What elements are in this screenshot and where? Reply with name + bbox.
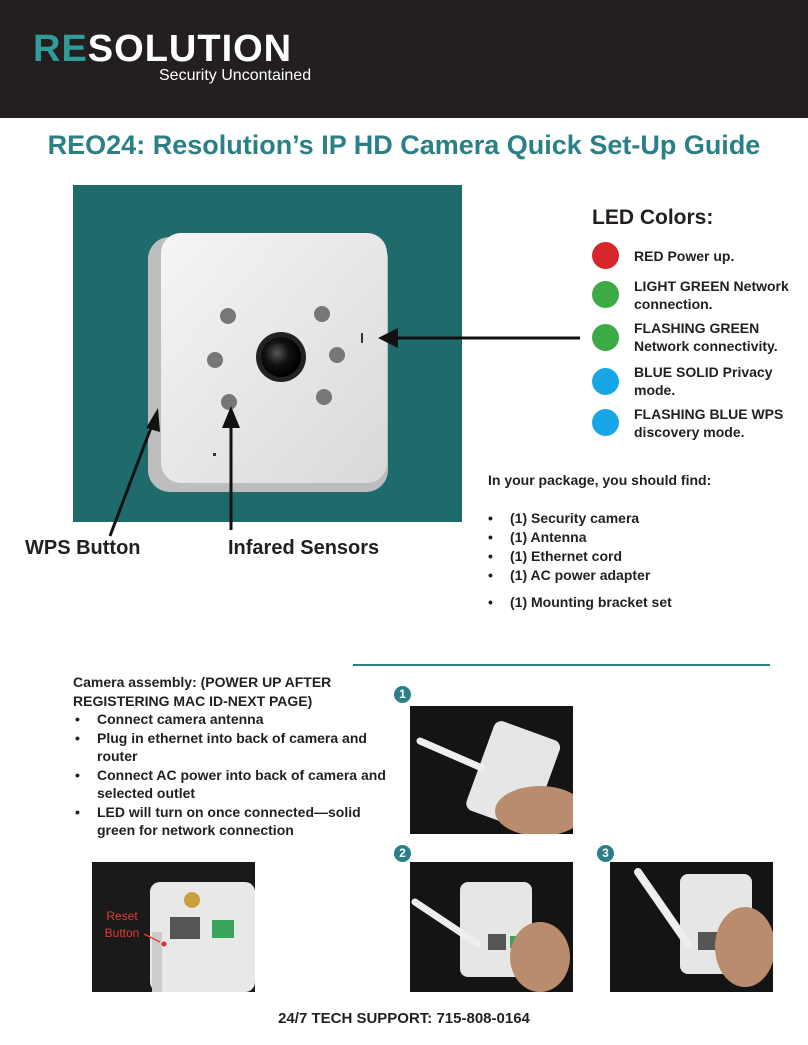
- list-item: • (1) Security camera: [488, 510, 640, 526]
- reset-button-photo: [92, 862, 255, 992]
- logo-prefix: RE: [33, 28, 88, 70]
- reset-label-1: Reset: [106, 909, 138, 923]
- wps-button-callout: WPS Button: [25, 537, 141, 559]
- reset-label-2: Button: [104, 926, 140, 940]
- list-item: • (1) Antenna: [488, 529, 587, 545]
- step-number-1: 1: [394, 686, 411, 703]
- blue-dot-icon: [592, 409, 619, 436]
- led-label: FLASHING GREEN Network connectivity.: [634, 320, 778, 354]
- list-item: • (1) Ethernet cord: [488, 548, 623, 564]
- blue-dot-icon: [592, 368, 619, 395]
- list-item: • LED will turn on once connected—solid green for network connection: [73, 803, 388, 840]
- list-item: • (1) AC power adapter: [488, 567, 651, 583]
- step-2-photo: [410, 862, 573, 992]
- infrared-sensors-callout: Infared Sensors: [228, 537, 380, 559]
- step-number-2: 2: [394, 845, 411, 862]
- assembly-heading: Camera assembly: (POWER UP AFTER REGISTERING MAC ID-NEXT PAGE): [73, 674, 332, 709]
- logo-rest: SOLUTION: [87, 28, 293, 70]
- package-heading: In your package, you should find:: [488, 472, 712, 488]
- red-dot-icon: [592, 242, 619, 269]
- tech-support-footer: 24/7 TECH SUPPORT: 715-808-0164: [278, 1010, 530, 1027]
- green-dot-icon: [592, 281, 619, 308]
- tagline: Security Uncontained: [159, 67, 312, 84]
- section-divider: [353, 664, 770, 666]
- led-label: RED Power up.: [634, 248, 735, 264]
- step-number-3: 3: [597, 845, 614, 862]
- led-label: BLUE SOLID Privacy mode.: [634, 364, 773, 398]
- list-item: • (1) Mounting bracket set: [488, 594, 672, 610]
- step-1-photo: [410, 706, 573, 834]
- green-dot-icon: [592, 324, 619, 351]
- step-3-photo: [610, 862, 773, 992]
- list-item: • Plug in ethernet into back of camera and router: [73, 729, 388, 766]
- assembly-instructions: [73, 673, 388, 840]
- led-colors-heading: LED Colors:: [592, 206, 714, 229]
- led-label: LIGHT GREEN Network connection.: [634, 278, 789, 312]
- led-label: FLASHING BLUE WPS discovery mode.: [634, 406, 784, 440]
- page-title: REO24: Resolution’s IP HD Camera Quick Set-Up Guide: [47, 130, 761, 160]
- list-item: • Connect AC power into back of camera and selected outlet: [73, 766, 388, 803]
- list-item: • Connect camera antenna: [73, 710, 388, 729]
